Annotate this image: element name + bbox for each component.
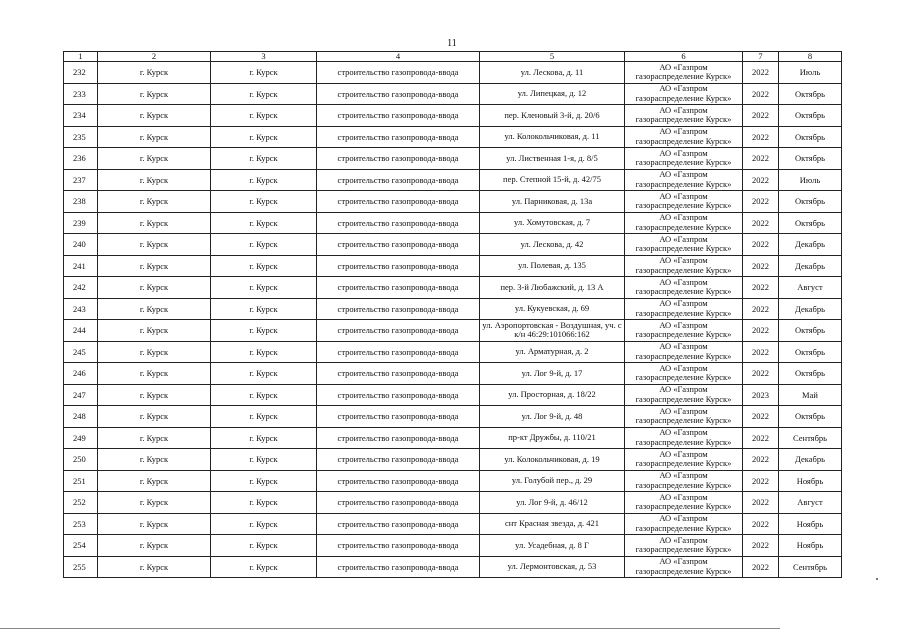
year-cell: 2022 bbox=[743, 470, 779, 492]
locality-cell: г. Курск bbox=[98, 513, 211, 535]
row-number-cell: 248 bbox=[64, 406, 98, 428]
locality-cell: г. Курск bbox=[98, 234, 211, 256]
address-cell: ул. Липецкая, д. 12 bbox=[480, 83, 625, 105]
table-row bbox=[64, 105, 842, 127]
district-cell: г. Курск bbox=[211, 298, 317, 320]
scan-speck bbox=[876, 578, 878, 580]
table-row bbox=[64, 255, 842, 277]
month-cell: Октябрь bbox=[779, 406, 842, 428]
district-cell: г. Курск bbox=[211, 449, 317, 471]
month-cell: Сентябрь bbox=[779, 427, 842, 449]
organization-cell: АО «Газпром газораспределение Курск» bbox=[625, 234, 743, 256]
address-cell: ул. Лиственная 1-я, д. 8/5 bbox=[480, 148, 625, 170]
row-number-cell: 237 bbox=[64, 169, 98, 191]
address-cell: ул. Усадебная, д. 8 Г bbox=[480, 535, 625, 557]
work-type-cell: строительство газопровода-ввода bbox=[317, 255, 480, 277]
work-type-cell: строительство газопровода-ввода bbox=[317, 470, 480, 492]
district-cell: г. Курск bbox=[211, 169, 317, 191]
organization-cell: АО «Газпром газораспределение Курск» bbox=[625, 427, 743, 449]
district-cell: г. Курск bbox=[211, 277, 317, 299]
work-type-cell: строительство газопровода-ввода bbox=[317, 62, 480, 84]
column-header: 8 bbox=[779, 52, 842, 62]
locality-cell: г. Курск bbox=[98, 298, 211, 320]
table-row bbox=[64, 556, 842, 578]
table-row bbox=[64, 126, 842, 148]
row-number-cell: 245 bbox=[64, 341, 98, 363]
year-cell: 2023 bbox=[743, 384, 779, 406]
locality-cell: г. Курск bbox=[98, 255, 211, 277]
table-row bbox=[64, 234, 842, 256]
month-cell: Октябрь bbox=[779, 212, 842, 234]
table-row bbox=[64, 148, 842, 170]
locality-cell: г. Курск bbox=[98, 212, 211, 234]
year-cell: 2022 bbox=[743, 449, 779, 471]
row-number-cell: 242 bbox=[64, 277, 98, 299]
month-cell: Октябрь bbox=[779, 191, 842, 213]
table-row bbox=[64, 427, 842, 449]
address-cell: пр-кт Дружбы, д. 110/21 bbox=[480, 427, 625, 449]
table-row bbox=[64, 320, 842, 342]
address-cell: ул. Лог 9-й, д. 48 bbox=[480, 406, 625, 428]
locality-cell: г. Курск bbox=[98, 105, 211, 127]
column-header: 4 bbox=[317, 52, 480, 62]
row-number-cell: 244 bbox=[64, 320, 98, 342]
locality-cell: г. Курск bbox=[98, 341, 211, 363]
page-number: 11 bbox=[447, 38, 457, 49]
locality-cell: г. Курск bbox=[98, 406, 211, 428]
month-cell: Октябрь bbox=[779, 126, 842, 148]
year-cell: 2022 bbox=[743, 126, 779, 148]
address-cell: ул. Лермонтовская, д. 53 bbox=[480, 556, 625, 578]
organization-cell: АО «Газпром газораспределение Курск» bbox=[625, 470, 743, 492]
column-header: 7 bbox=[743, 52, 779, 62]
work-type-cell: строительство газопровода-ввода bbox=[317, 105, 480, 127]
year-cell: 2022 bbox=[743, 320, 779, 342]
table-row bbox=[64, 513, 842, 535]
district-cell: г. Курск bbox=[211, 427, 317, 449]
gas-pipeline-schedule-table bbox=[63, 51, 842, 578]
work-type-cell: строительство газопровода-ввода bbox=[317, 449, 480, 471]
work-type-cell: строительство газопровода-ввода bbox=[317, 384, 480, 406]
month-cell: Октябрь bbox=[779, 105, 842, 127]
organization-cell: АО «Газпром газораспределение Курск» bbox=[625, 126, 743, 148]
table-row bbox=[64, 341, 842, 363]
organization-cell: АО «Газпром газораспределение Курск» bbox=[625, 384, 743, 406]
organization-cell: АО «Газпром газораспределение Курск» bbox=[625, 341, 743, 363]
month-cell: Ноябрь bbox=[779, 535, 842, 557]
locality-cell: г. Курск bbox=[98, 169, 211, 191]
district-cell: г. Курск bbox=[211, 62, 317, 84]
organization-cell: АО «Газпром газораспределение Курск» bbox=[625, 535, 743, 557]
address-cell: ул. Лескова, д. 42 bbox=[480, 234, 625, 256]
row-number-cell: 243 bbox=[64, 298, 98, 320]
district-cell: г. Курск bbox=[211, 212, 317, 234]
organization-cell: АО «Газпром газораспределение Курск» bbox=[625, 556, 743, 578]
column-header: 3 bbox=[211, 52, 317, 62]
work-type-cell: строительство газопровода-ввода bbox=[317, 83, 480, 105]
district-cell: г. Курск bbox=[211, 234, 317, 256]
organization-cell: АО «Газпром газораспределение Курск» bbox=[625, 298, 743, 320]
district-cell: г. Курск bbox=[211, 513, 317, 535]
district-cell: г. Курск bbox=[211, 363, 317, 385]
row-number-cell: 241 bbox=[64, 255, 98, 277]
month-cell: Октябрь bbox=[779, 320, 842, 342]
month-cell: Октябрь bbox=[779, 341, 842, 363]
year-cell: 2022 bbox=[743, 535, 779, 557]
month-cell: Декабрь bbox=[779, 298, 842, 320]
month-cell: Октябрь bbox=[779, 148, 842, 170]
district-cell: г. Курск bbox=[211, 341, 317, 363]
work-type-cell: строительство газопровода-ввода bbox=[317, 234, 480, 256]
month-cell: Декабрь bbox=[779, 234, 842, 256]
locality-cell: г. Курск bbox=[98, 320, 211, 342]
work-type-cell: строительство газопровода-ввода bbox=[317, 556, 480, 578]
locality-cell: г. Курск bbox=[98, 470, 211, 492]
year-cell: 2022 bbox=[743, 62, 779, 84]
column-header: 2 bbox=[98, 52, 211, 62]
organization-cell: АО «Газпром газораспределение Курск» bbox=[625, 277, 743, 299]
address-cell: ул. Колокольчиковая, д. 19 bbox=[480, 449, 625, 471]
table-row bbox=[64, 169, 842, 191]
row-number-cell: 240 bbox=[64, 234, 98, 256]
work-type-cell: строительство газопровода-ввода bbox=[317, 535, 480, 557]
year-cell: 2022 bbox=[743, 255, 779, 277]
work-type-cell: строительство газопровода-ввода bbox=[317, 191, 480, 213]
work-type-cell: строительство газопровода-ввода bbox=[317, 427, 480, 449]
locality-cell: г. Курск bbox=[98, 449, 211, 471]
month-cell: Сентябрь bbox=[779, 556, 842, 578]
table-row bbox=[64, 212, 842, 234]
district-cell: г. Курск bbox=[211, 320, 317, 342]
district-cell: г. Курск bbox=[211, 384, 317, 406]
year-cell: 2022 bbox=[743, 492, 779, 514]
work-type-cell: строительство газопровода-ввода bbox=[317, 320, 480, 342]
address-cell: ул. Аэропортовская - Воздушная, уч. с к/н 46:29:101066:162 bbox=[480, 320, 625, 342]
address-cell: ул. Кукуевская, д. 69 bbox=[480, 298, 625, 320]
table-row bbox=[64, 535, 842, 557]
organization-cell: АО «Газпром газораспределение Курск» bbox=[625, 62, 743, 84]
year-cell: 2022 bbox=[743, 212, 779, 234]
organization-cell: АО «Газпром газораспределение Курск» bbox=[625, 255, 743, 277]
organization-cell: АО «Газпром газораспределение Курск» bbox=[625, 406, 743, 428]
year-cell: 2022 bbox=[743, 406, 779, 428]
work-type-cell: строительство газопровода-ввода bbox=[317, 363, 480, 385]
locality-cell: г. Курск bbox=[98, 83, 211, 105]
row-number-cell: 252 bbox=[64, 492, 98, 514]
address-cell: ул. Лог 9-й, д. 46/12 bbox=[480, 492, 625, 514]
work-type-cell: строительство газопровода-ввода bbox=[317, 212, 480, 234]
organization-cell: АО «Газпром газораспределение Курск» bbox=[625, 492, 743, 514]
organization-cell: АО «Газпром газораспределение Курск» bbox=[625, 449, 743, 471]
year-cell: 2022 bbox=[743, 427, 779, 449]
row-number-cell: 235 bbox=[64, 126, 98, 148]
table-row bbox=[64, 191, 842, 213]
address-cell: ул. Лескова, д. 11 bbox=[480, 62, 625, 84]
work-type-cell: строительство газопровода-ввода bbox=[317, 513, 480, 535]
address-cell: ул. Арматурная, д. 2 bbox=[480, 341, 625, 363]
table-row bbox=[64, 449, 842, 471]
month-cell: Май bbox=[779, 384, 842, 406]
year-cell: 2022 bbox=[743, 148, 779, 170]
row-number-cell: 249 bbox=[64, 427, 98, 449]
column-header: 5 bbox=[480, 52, 625, 62]
year-cell: 2022 bbox=[743, 363, 779, 385]
address-cell: пер. Кленовый 3-й, д. 20/6 bbox=[480, 105, 625, 127]
page-bottom-edge-line bbox=[0, 628, 780, 629]
row-number-cell: 236 bbox=[64, 148, 98, 170]
year-cell: 2022 bbox=[743, 277, 779, 299]
locality-cell: г. Курск bbox=[98, 191, 211, 213]
year-cell: 2022 bbox=[743, 341, 779, 363]
locality-cell: г. Курск bbox=[98, 427, 211, 449]
month-cell: Октябрь bbox=[779, 83, 842, 105]
year-cell: 2022 bbox=[743, 191, 779, 213]
organization-cell: АО «Газпром газораспределение Курск» bbox=[625, 169, 743, 191]
district-cell: г. Курск bbox=[211, 191, 317, 213]
address-cell: ул. Хомутовская, д. 7 bbox=[480, 212, 625, 234]
row-number-cell: 251 bbox=[64, 470, 98, 492]
locality-cell: г. Курск bbox=[98, 126, 211, 148]
row-number-cell: 234 bbox=[64, 105, 98, 127]
month-cell: Июль bbox=[779, 169, 842, 191]
table-row bbox=[64, 470, 842, 492]
organization-cell: АО «Газпром газораспределение Курск» bbox=[625, 320, 743, 342]
district-cell: г. Курск bbox=[211, 556, 317, 578]
year-cell: 2022 bbox=[743, 298, 779, 320]
work-type-cell: строительство газопровода-ввода bbox=[317, 406, 480, 428]
address-cell: снт Красная звезда, д. 421 bbox=[480, 513, 625, 535]
organization-cell: АО «Газпром газораспределение Курск» bbox=[625, 513, 743, 535]
month-cell: Ноябрь bbox=[779, 470, 842, 492]
district-cell: г. Курск bbox=[211, 126, 317, 148]
locality-cell: г. Курск bbox=[98, 62, 211, 84]
organization-cell: АО «Газпром газораспределение Курск» bbox=[625, 105, 743, 127]
month-cell: Август bbox=[779, 492, 842, 514]
row-number-cell: 247 bbox=[64, 384, 98, 406]
month-cell: Декабрь bbox=[779, 255, 842, 277]
district-cell: г. Курск bbox=[211, 105, 317, 127]
row-number-cell: 232 bbox=[64, 62, 98, 84]
locality-cell: г. Курск bbox=[98, 277, 211, 299]
district-cell: г. Курск bbox=[211, 255, 317, 277]
table-row bbox=[64, 277, 842, 299]
work-type-cell: строительство газопровода-ввода bbox=[317, 492, 480, 514]
address-cell: ул. Просторная, д. 18/22 bbox=[480, 384, 625, 406]
table-row bbox=[64, 363, 842, 385]
district-cell: г. Курск bbox=[211, 535, 317, 557]
row-number-cell: 233 bbox=[64, 83, 98, 105]
column-number-row bbox=[64, 52, 842, 62]
month-cell: Июль bbox=[779, 62, 842, 84]
table-row bbox=[64, 298, 842, 320]
month-cell: Декабрь bbox=[779, 449, 842, 471]
table-row bbox=[64, 406, 842, 428]
year-cell: 2022 bbox=[743, 105, 779, 127]
work-type-cell: строительство газопровода-ввода bbox=[317, 148, 480, 170]
year-cell: 2022 bbox=[743, 234, 779, 256]
row-number-cell: 238 bbox=[64, 191, 98, 213]
work-type-cell: строительство газопровода-ввода bbox=[317, 169, 480, 191]
organization-cell: АО «Газпром газораспределение Курск» bbox=[625, 363, 743, 385]
organization-cell: АО «Газпром газораспределение Курск» bbox=[625, 191, 743, 213]
month-cell: Август bbox=[779, 277, 842, 299]
year-cell: 2022 bbox=[743, 556, 779, 578]
address-cell: ул. Полевая, д. 135 bbox=[480, 255, 625, 277]
year-cell: 2022 bbox=[743, 513, 779, 535]
year-cell: 2022 bbox=[743, 83, 779, 105]
table-row bbox=[64, 492, 842, 514]
table-row bbox=[64, 384, 842, 406]
row-number-cell: 246 bbox=[64, 363, 98, 385]
locality-cell: г. Курск bbox=[98, 492, 211, 514]
work-type-cell: строительство газопровода-ввода bbox=[317, 341, 480, 363]
address-cell: пер. Степной 15-й, д. 42/75 bbox=[480, 169, 625, 191]
work-type-cell: строительство газопровода-ввода bbox=[317, 126, 480, 148]
month-cell: Октябрь bbox=[779, 363, 842, 385]
work-type-cell: строительство газопровода-ввода bbox=[317, 277, 480, 299]
organization-cell: АО «Газпром газораспределение Курск» bbox=[625, 83, 743, 105]
district-cell: г. Курск bbox=[211, 470, 317, 492]
month-cell: Ноябрь bbox=[779, 513, 842, 535]
address-cell: ул. Лог 9-й, д. 17 bbox=[480, 363, 625, 385]
row-number-cell: 239 bbox=[64, 212, 98, 234]
district-cell: г. Курск bbox=[211, 492, 317, 514]
column-header: 6 bbox=[625, 52, 743, 62]
locality-cell: г. Курск bbox=[98, 535, 211, 557]
organization-cell: АО «Газпром газораспределение Курск» bbox=[625, 148, 743, 170]
year-cell: 2022 bbox=[743, 169, 779, 191]
locality-cell: г. Курск bbox=[98, 384, 211, 406]
district-cell: г. Курск bbox=[211, 406, 317, 428]
district-cell: г. Курск bbox=[211, 83, 317, 105]
locality-cell: г. Курск bbox=[98, 363, 211, 385]
address-cell: ул. Колокольчиковая, д. 11 bbox=[480, 126, 625, 148]
table-row bbox=[64, 62, 842, 84]
row-number-cell: 253 bbox=[64, 513, 98, 535]
locality-cell: г. Курск bbox=[98, 556, 211, 578]
row-number-cell: 250 bbox=[64, 449, 98, 471]
address-cell: ул. Парниковая, д. 13а bbox=[480, 191, 625, 213]
organization-cell: АО «Газпром газораспределение Курск» bbox=[625, 212, 743, 234]
address-cell: ул. Голубой пер., д. 29 bbox=[480, 470, 625, 492]
locality-cell: г. Курск bbox=[98, 148, 211, 170]
work-type-cell: строительство газопровода-ввода bbox=[317, 298, 480, 320]
district-cell: г. Курск bbox=[211, 148, 317, 170]
address-cell: пер. 3-й Любажский, д. 13 А bbox=[480, 277, 625, 299]
column-header: 1 bbox=[64, 52, 98, 62]
row-number-cell: 254 bbox=[64, 535, 98, 557]
table-row bbox=[64, 83, 842, 105]
row-number-cell: 255 bbox=[64, 556, 98, 578]
